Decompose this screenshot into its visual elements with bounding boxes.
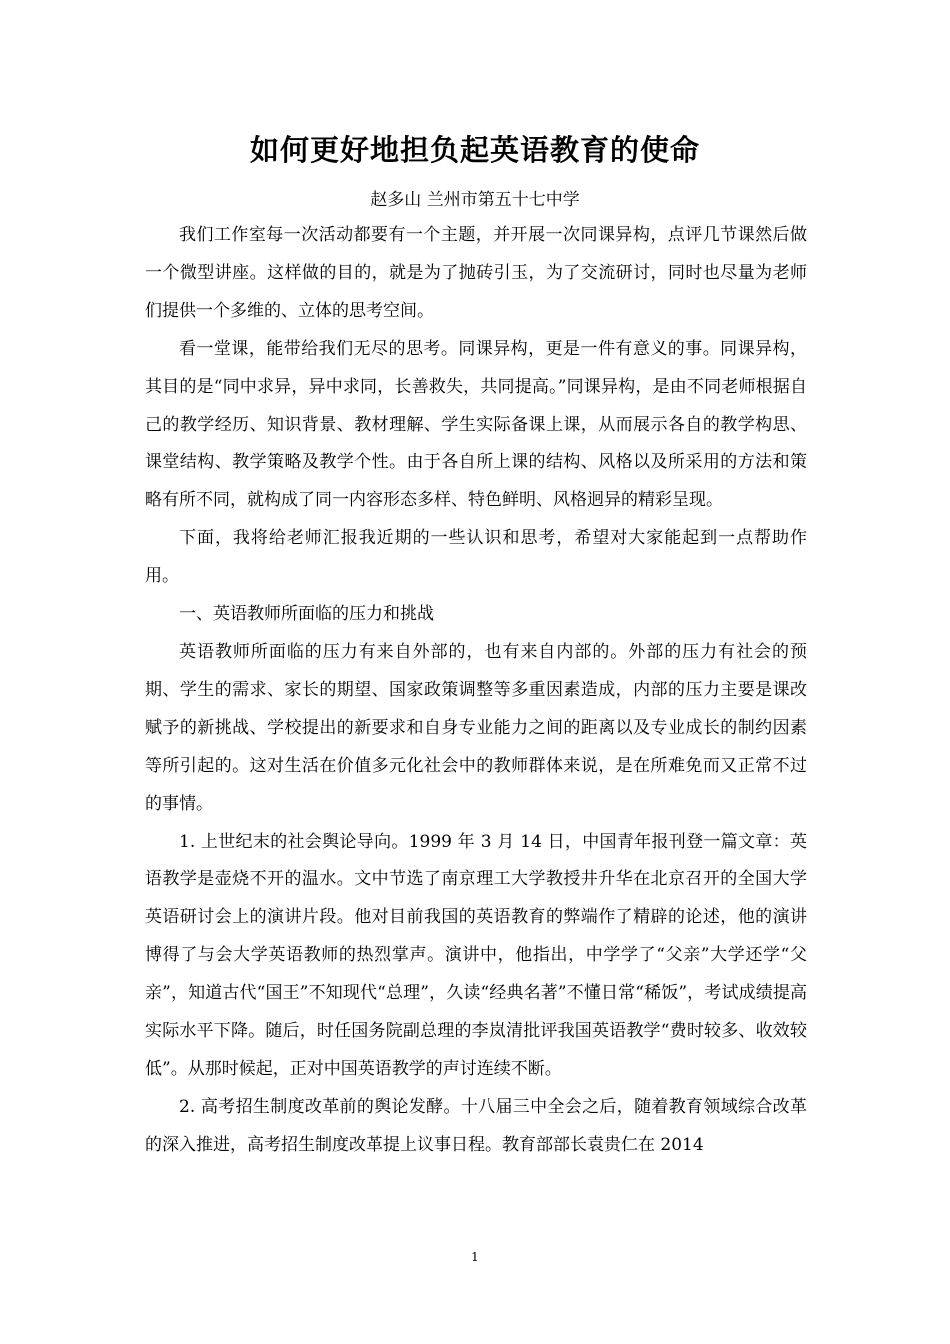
document-body (145, 217, 807, 1165)
paragraph: 我们工作室每一次活动都要有一个主题，并开展一次同课异构，点评几节课然后做一个微型讲座。这样做的目的，就是为了抛砖引玉，为了交流研讨，同时也尽量为老师们提供一个多维的、立体的思考空间。 (145, 225, 807, 321)
paragraph: 看一堂课，能带给我们无尽的思考。同课异构，更是一件有意义的事。同课异构，其目的是“同中求异，异中求同，长善救失，共同提高。”同课异构，是由不同老师根据自己的教学经历、知识背景、教材理解、学生实际备课上课，从而展示各自的教学构思、课堂结构、教学策略及教学个性。由于各自所上课的结构、风格以及所采用的方法和策略有所不同，就构成了同一内容形态多样、特色鲜明、风格迥异的精彩呈现。 (145, 338, 807, 511)
paragraph: 下面，我将给老师汇报我近期的一些认识和思考，希望对大家能起到一点帮助作用。 (145, 528, 807, 587)
paragraph: 1. 上世纪末的社会舆论导向。1999 年 3 月 14 日，中国青年报刊登一篇文章：英语教学是壶烧不开的温水。文中节选了南京理工大学教授井升华在北京召开的全国大学英语研讨会上的演讲片段。他对目前我国的英语教育的弊端作了精辟的论述，他的演讲博得了与会大学英语教师的热烈掌声。演讲中，他指出，中学学了“父亲”大学还学“父亲”，知道古代“国王”不知现代“总理”，久读“经典名著”不懂日常“稀饭”，考试成绩提高实际水平下降。随后，时任国务院副总理的李岚清批评我国英语教学“费时较多、收效较低”。从那时候起，正对中国英语教学的声讨连续不断。 (145, 831, 807, 1079)
paragraph: 英语教师所面临的压力有来自外部的，也有来自内部的。外部的压力有社会的预期、学生的需求、家长的期望、国家政策调整等多重因素造成，内部的压力主要是课改赋予的新挑战、学校提出的新要求和自身专业能力之间的距离以及专业成长的制约因素等所引起的。这对生活在价值多元化社会中的教师群体来说，是在所难免而又正常不过的事情。 (145, 641, 807, 814)
page-number: 1 (471, 1250, 479, 1264)
section-heading: 一、英语教师所面临的压力和挑战 (179, 604, 434, 625)
author-line: 赵多山 兰州市第五十七中学 (370, 190, 580, 210)
paragraph: 2. 高考招生制度改革前的舆论发酵。十八届三中全会之后，随着教育领域综合改革的深入推进，高考招生制度改革提上议事日程。教育部部长袁贵仁在 2014 (145, 1096, 807, 1155)
document-title: 如何更好地担负起英语教育的使命 (249, 133, 700, 167)
